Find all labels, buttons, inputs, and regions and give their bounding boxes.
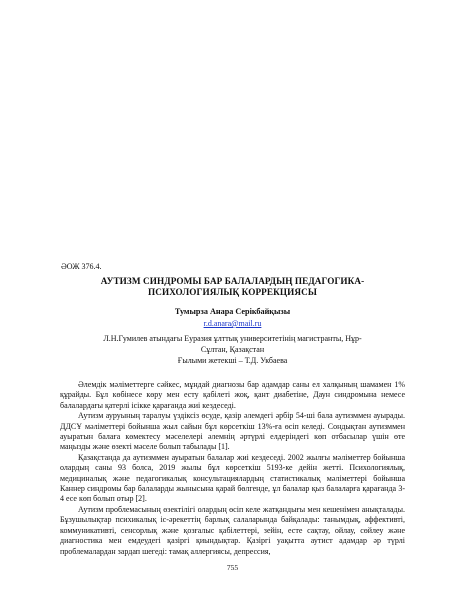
affiliation: [60, 333, 405, 367]
paragraph: Қазақстанда да аутизммен ауыратын балалар жиі кездеседі. 2002 жылғы мәліметтер бойынша олардың саны 93 болса, 2019 жылы бұл көрсеткіш 5193-ке дейін жетті. Психологиялық, медициналық және педагогикалық консультациялардың статистикалық мәліметтері бойынша Каннер синдромы бар балаларды жынысына қарай бөлгенде, ұл балалар қыз балаларға қарағанда 3-4 есе көп болып отыр [2].: [60, 452, 405, 504]
paragraph: Аутизм ауруының таралуы үздіксіз өсуде, қазір әлемдегі әрбір 54-ші бала аутизммен ауырады. ДДСҰ мәліметтері бойынша жыл сайын бұл көрсеткіш 13%-ға өсіп келеді. Сондықтан аутизммен ауыратын балаға көмектесу мәселелері әлемнің әртүрлі елдеріндегі көп отбасылар үшін өте маңызды және өзекті мәселе болып табылады [1].: [60, 411, 405, 452]
author-name: Тумырза Анара Серікбайқызы: [174, 307, 291, 316]
author-email-row: [60, 319, 405, 328]
supervisor: Ғылыми жетекші – Т.Д. Укбаева: [177, 356, 288, 366]
title-line: АУТИЗМ СИНДРОМЫ БАР БАЛАЛАРДЫҢ ПЕДАГОГИКА-: [100, 276, 365, 286]
article-title: [60, 276, 405, 298]
udk-code: ӘОЖ 376.4.: [61, 262, 102, 271]
paragraph: Аутизм проблемасының өзектілігі олардың өсіп келе жатқандығы мен кешенімен анықталады. Бұзушылықтар психикалық іс-әрекеттің барлық салаларында байқалады: танымдық, аффективті, коммуникативті, сенсорлық және қозғалыс қабілеттері, зейін, есте сақтау, ойлау, сөйлеу және диагностика мен емдеудегі қазіргі қиындықтар. Қазіргі уақытта аутист адамдар әр түрлі проблемалардан зардап шегеді: тамақ аллергиясы, депрессия,: [60, 504, 405, 556]
author-email-link[interactable]: r.d.anara@mail.ru: [203, 319, 262, 328]
affiliation-line: Л.Н.Гумилев атындағы Еуразия ұлттық университетінің магистранты, Нұр-: [103, 334, 362, 343]
title-line: ПСИХОЛОГИЯЛЫҚ КОРРЕКЦИЯСЫ: [148, 287, 317, 297]
article-body: [60, 380, 405, 557]
page-number: 755: [226, 563, 239, 572]
paragraph: Әлемдік мәліметтерге сәйкес, мұндай диагнозы бар адамдар саны ел халқының шамамен 1% құрайды. Бұл көбінесе көру мен есту қабілеті жоқ, қант диабетіне, Даун синдромына немесе балалардағы қатерлі ісікке қарағанда жиі кездеседі.: [60, 380, 405, 410]
affiliation-line: Сұлтан, Қазақстан: [200, 345, 265, 355]
